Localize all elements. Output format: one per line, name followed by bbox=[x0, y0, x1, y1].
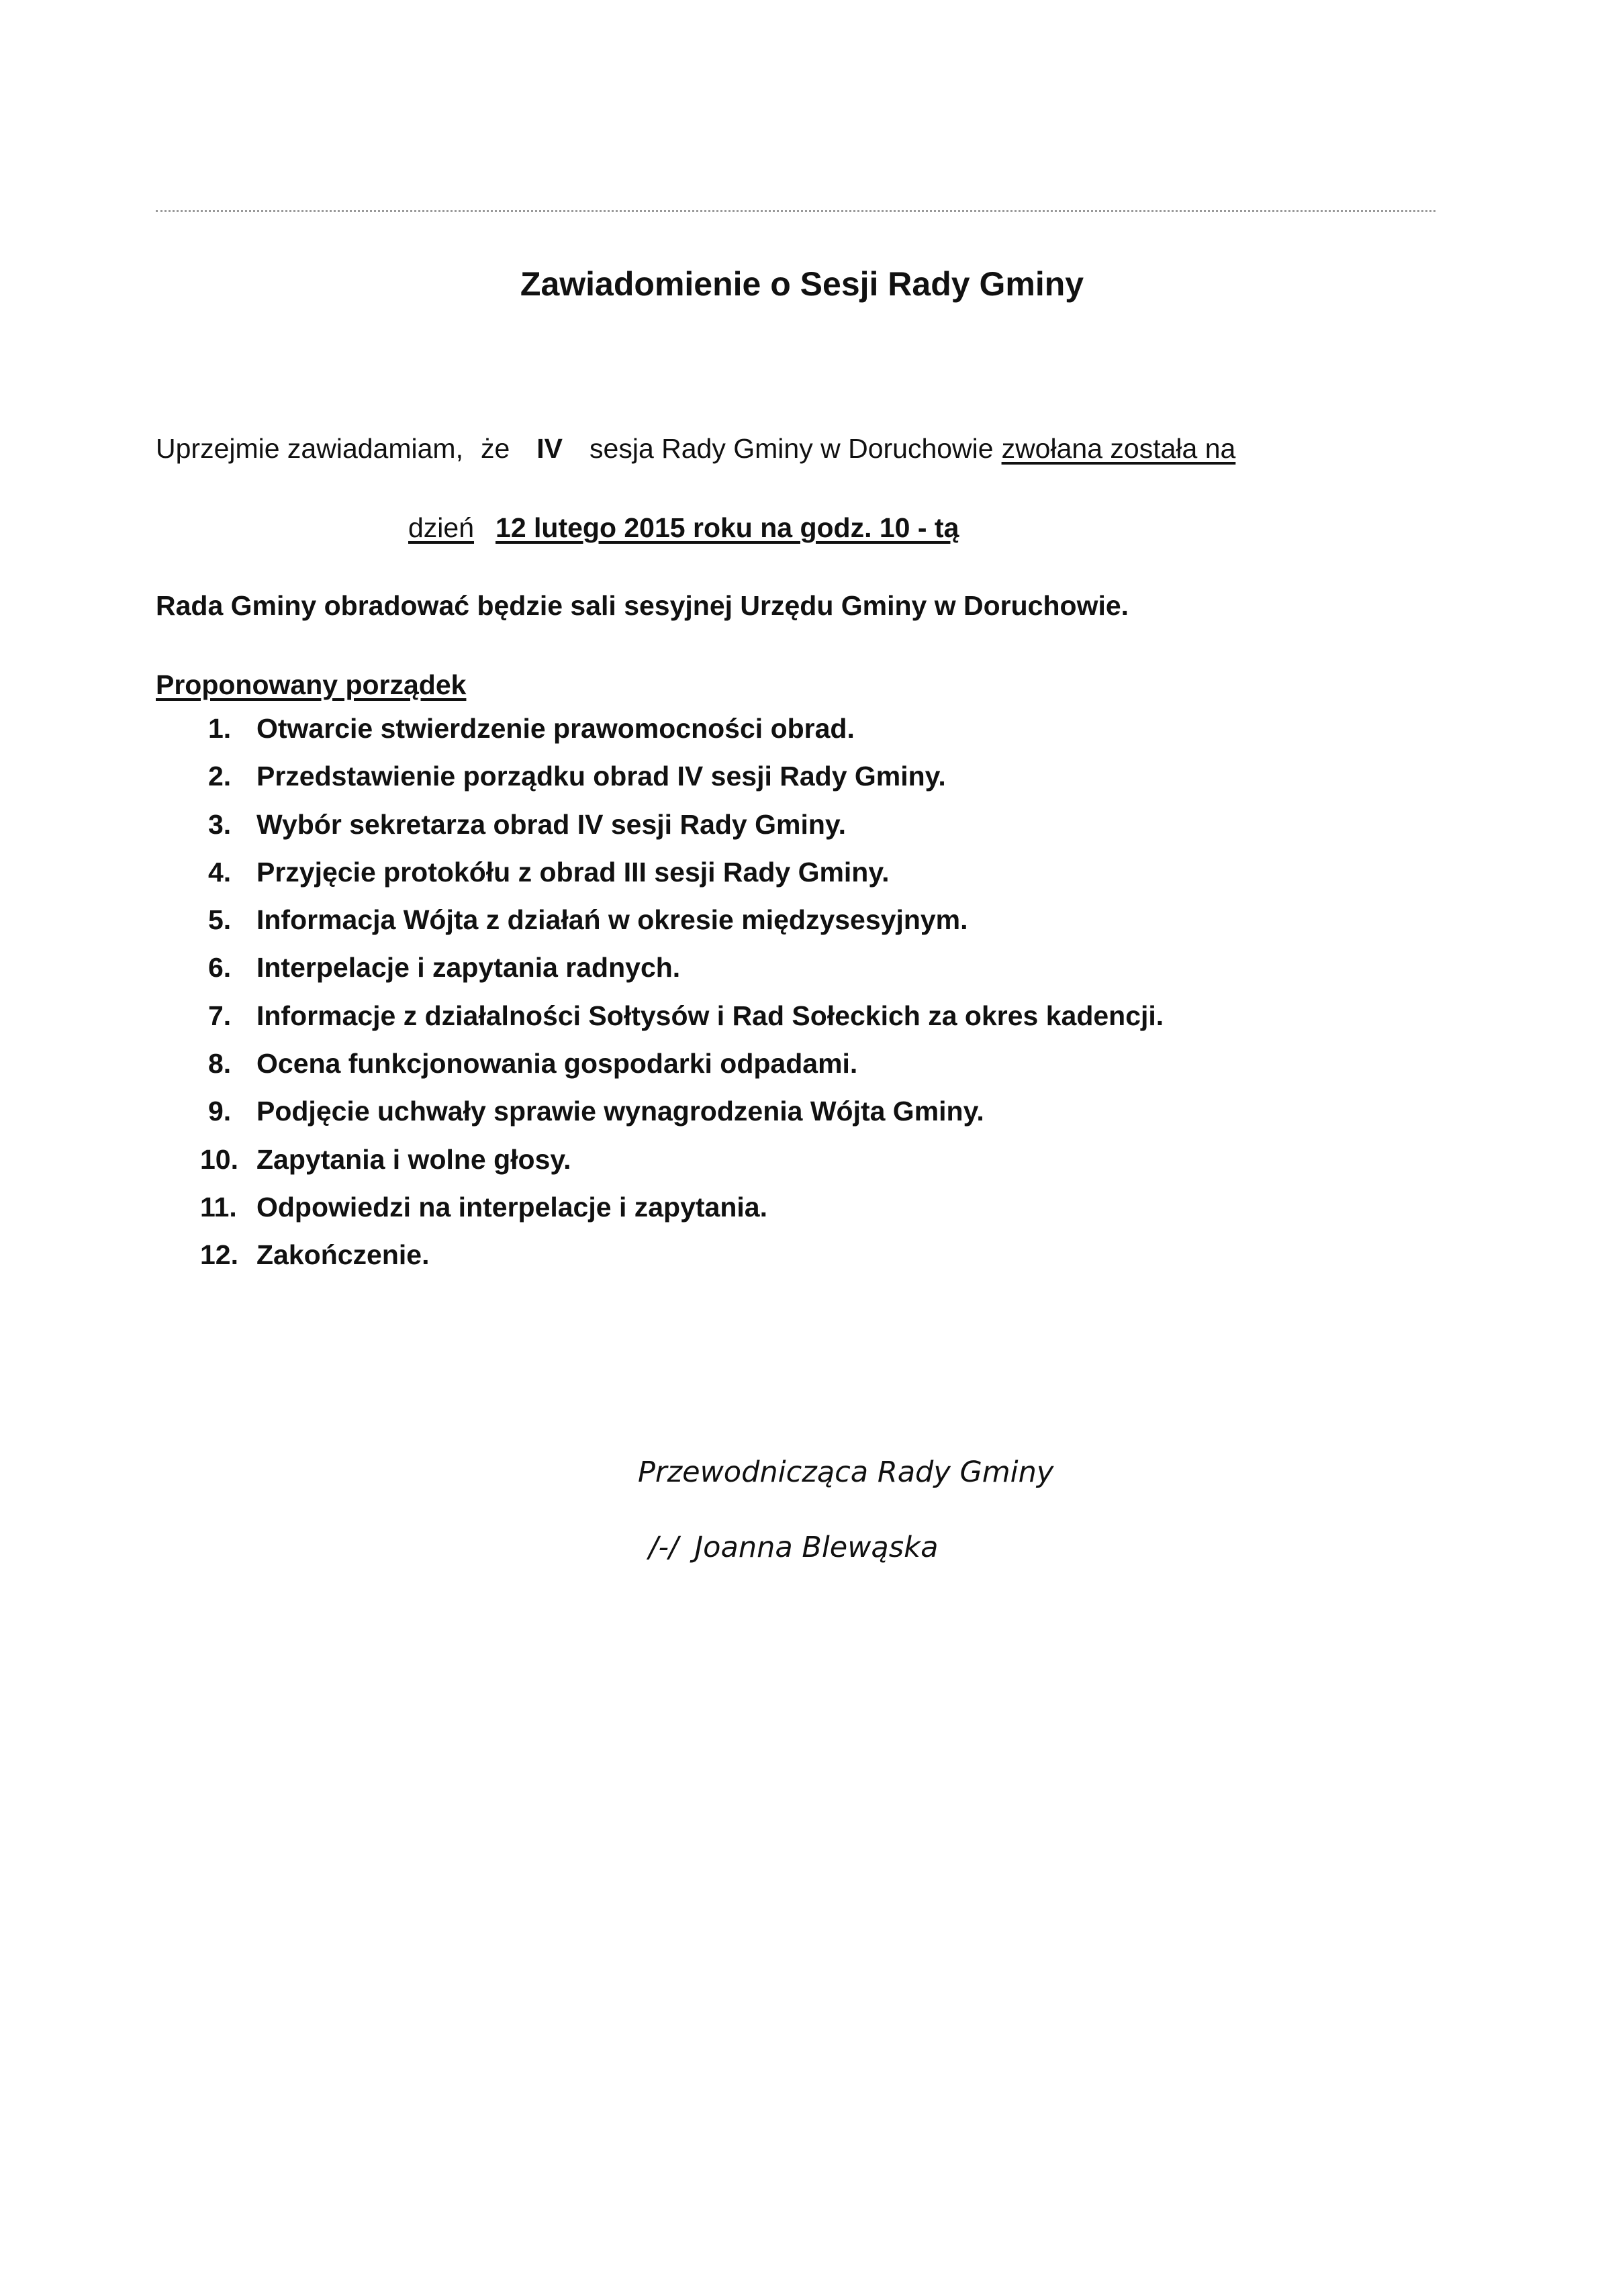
agenda-item-number: 9. bbox=[208, 1096, 232, 1127]
intro-part2: że bbox=[480, 433, 510, 464]
agenda-item-number: 11. bbox=[200, 1191, 237, 1223]
agenda-item bbox=[200, 1231, 1164, 1279]
agenda-item bbox=[200, 1136, 1164, 1184]
agenda-item-number: 4. bbox=[208, 856, 232, 888]
signature-block bbox=[649, 1527, 938, 1568]
agenda-item-text: Otwarcie stwierdzenie prawomocności obrad. bbox=[256, 713, 855, 744]
document-title: Zawiadomienie o Sesji Rady Gminy bbox=[520, 265, 1084, 303]
agenda-item bbox=[200, 992, 1164, 1040]
agenda-item bbox=[200, 753, 1164, 800]
agenda-item-text: Przedstawienie porządku obrad IV sesji Rady Gminy. bbox=[256, 761, 946, 792]
date-prefix: dzień bbox=[408, 512, 475, 543]
agenda-item bbox=[200, 1088, 1164, 1135]
session-number: IV bbox=[536, 433, 563, 464]
agenda-heading: Proponowany porządek bbox=[156, 669, 467, 700]
session-date: 12 lutego 2015 roku na godz. 10 - tą bbox=[496, 512, 959, 543]
agenda-item-text: Podjęcie uchwały sprawie wynagrodzenia Wójta Gminy. bbox=[256, 1096, 984, 1127]
agenda-item-number: 5. bbox=[208, 904, 232, 936]
agenda-item-number: 7. bbox=[208, 1000, 232, 1031]
signature-title: Przewodnicząca Rady Gminy bbox=[638, 1455, 1054, 1489]
agenda-item-text: Informacje z działalności Sołtysów i Rad Sołeckich za okres kadencji. bbox=[256, 1000, 1164, 1031]
agenda-item-text: Ocena funkcjonowania gospodarki odpadami. bbox=[256, 1048, 858, 1080]
agenda-item-text: Odpowiedzi na interpelacje i zapytania. bbox=[256, 1191, 767, 1223]
agenda-item bbox=[200, 1184, 1164, 1231]
agenda-item bbox=[200, 1040, 1164, 1088]
agenda-item-text: Informacja Wójta z działań w okresie międzysesyjnym. bbox=[256, 904, 968, 936]
date-line bbox=[408, 508, 959, 548]
intro-part4: zwołana została na bbox=[1001, 433, 1236, 464]
intro-line bbox=[156, 428, 1235, 469]
agenda-item bbox=[200, 849, 1164, 896]
signature-mark: /-/ bbox=[649, 1531, 679, 1564]
top-divider bbox=[156, 210, 1435, 212]
agenda-item-number: 12. bbox=[200, 1239, 238, 1271]
agenda-item-number: 2. bbox=[208, 761, 232, 792]
agenda-item-text: Zakończenie. bbox=[256, 1239, 430, 1271]
signature-name: Joanna Blewąska bbox=[694, 1531, 939, 1564]
intro-part1: Uprzejmie zawiadamiam, bbox=[156, 433, 463, 464]
agenda-item bbox=[200, 944, 1164, 992]
agenda-item-text: Przyjęcie protokółu z obrad III sesji Rady Gminy. bbox=[256, 856, 890, 888]
agenda-item-number: 1. bbox=[208, 713, 232, 744]
agenda-item-text: Zapytania i wolne głosy. bbox=[256, 1143, 571, 1175]
agenda-item-text: Wybór sekretarza obrad IV sesji Rady Gminy. bbox=[256, 808, 847, 840]
place-line: Rada Gminy obradować będzie sali sesyjnej Urzędu Gminy w Doruchowie. bbox=[156, 590, 1129, 621]
agenda-item-number: 8. bbox=[208, 1048, 232, 1080]
agenda-item-number: 6. bbox=[208, 952, 232, 984]
agenda-item-number: 3. bbox=[208, 808, 232, 840]
intro-part3: sesja Rady Gminy w Doruchowie bbox=[589, 433, 994, 464]
agenda-list bbox=[200, 705, 1164, 1280]
agenda-item-number: 10. bbox=[200, 1143, 238, 1175]
agenda-item bbox=[200, 801, 1164, 849]
agenda-item bbox=[200, 705, 1164, 753]
agenda-item bbox=[200, 896, 1164, 944]
agenda-item-text: Interpelacje i zapytania radnych. bbox=[256, 952, 681, 984]
